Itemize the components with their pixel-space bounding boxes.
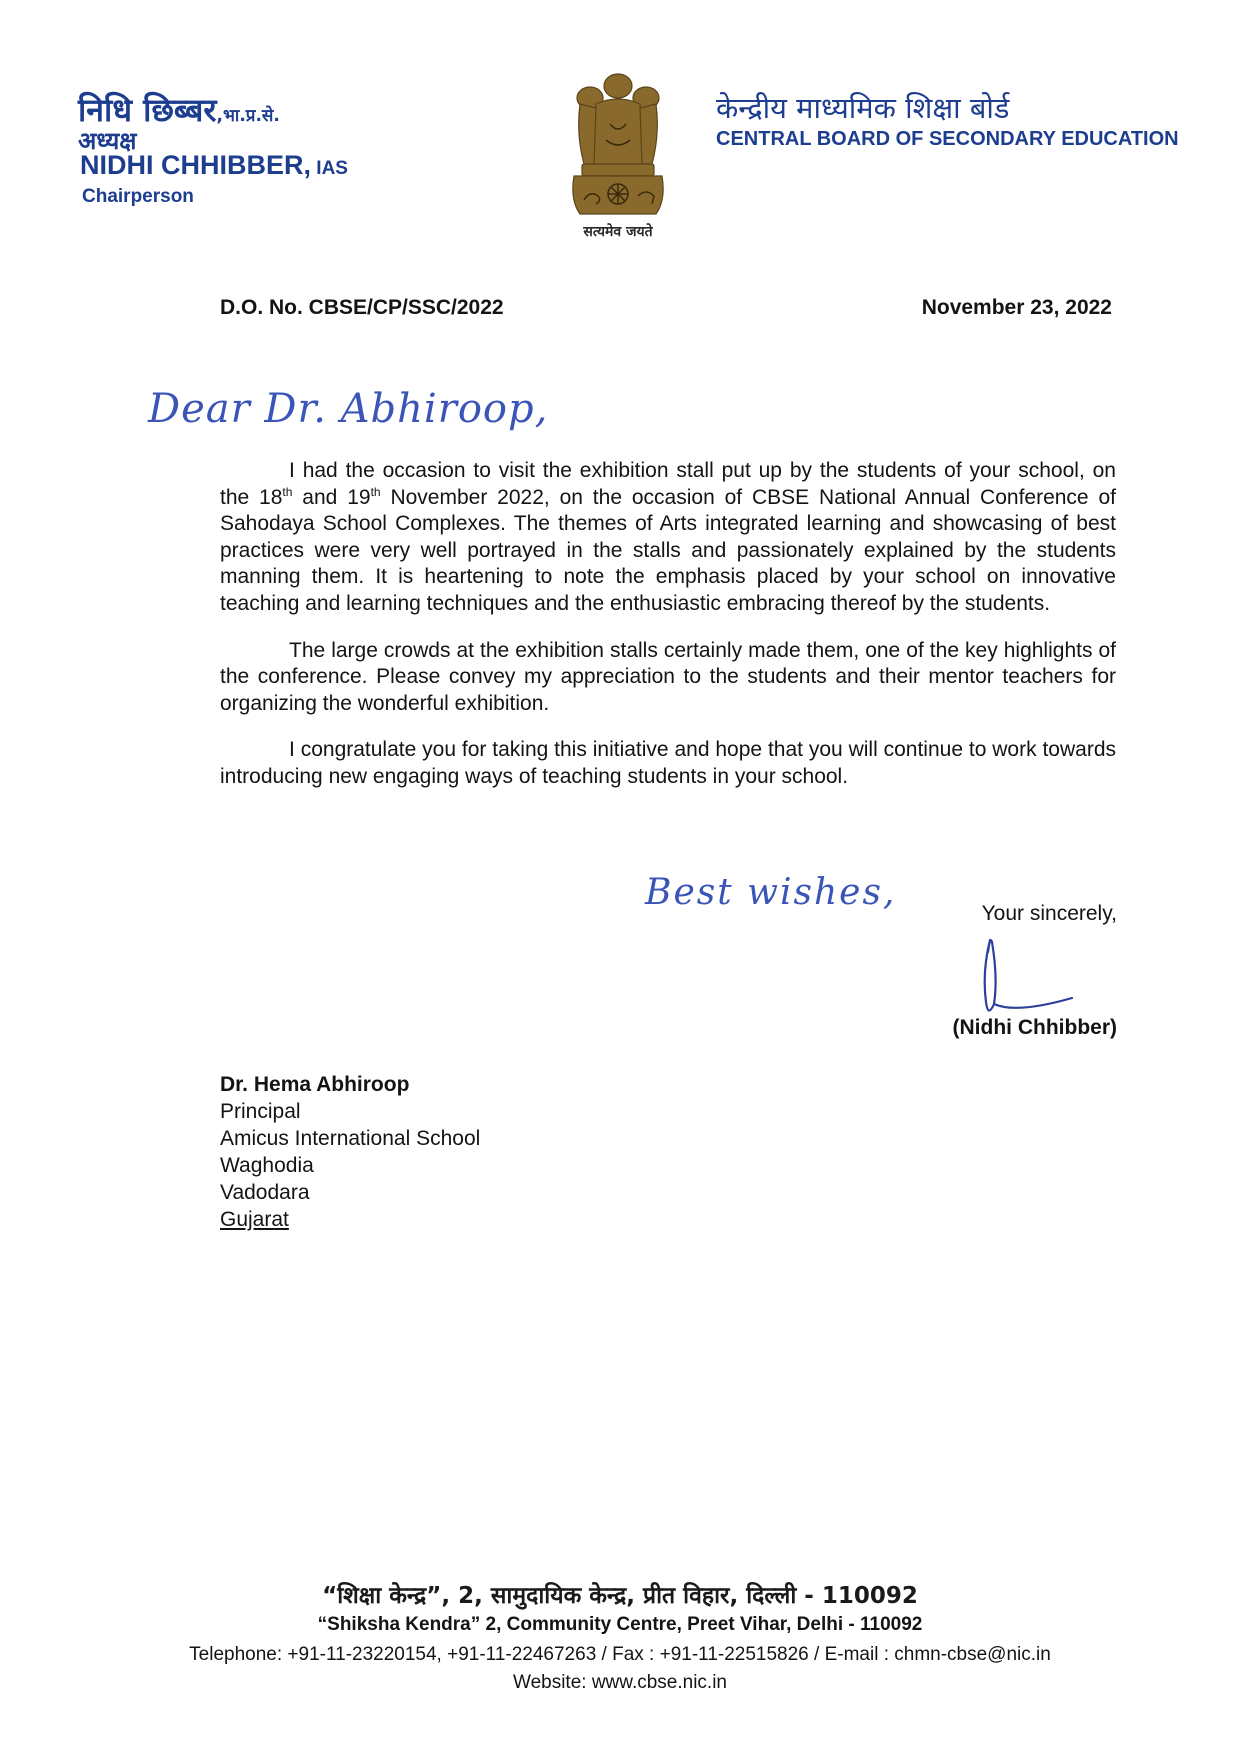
superscript-th-2: th xyxy=(370,484,381,499)
recipient-designation: Principal xyxy=(220,1100,301,1123)
recipient-name: Dr. Hema Abhiroop xyxy=(220,1073,410,1096)
reference-number: D.O. No. CBSE/CP/SSC/2022 xyxy=(220,296,504,319)
org-name-hindi: केन्द्रीय माध्यमिक शिक्षा बोर्ड xyxy=(716,91,1010,125)
superscript-th-1: th xyxy=(282,484,293,499)
chairperson-name-english-text: NIDHI CHHIBBER, xyxy=(80,150,312,180)
handwritten-wishes: Best wishes, xyxy=(645,872,897,913)
body-p1-part-a: I had the occasion to visit the exhibition stall put up by the students of your school, on the 18 xyxy=(220,459,1116,509)
footer-address-hindi: “शिक्षा केन्द्र”, 2, सामुदायिक केन्द्र, प्रीत विहार, दिल्ली - 110092 xyxy=(322,1583,918,1609)
recipient-address xyxy=(220,1071,480,1233)
body-paragraph-3: I congratulate you for taking this initiative and hope that you will continue to work towards introducing new engaging ways of teaching students in your school. xyxy=(220,738,1116,788)
chairperson-title-hindi: अध्यक्ष xyxy=(78,127,137,155)
chairperson-service-hindi: ,भा.प्र.से. xyxy=(216,106,280,126)
national-emblem-icon xyxy=(560,64,676,242)
recipient-locality: Waghodia xyxy=(220,1154,314,1177)
chairperson-service-english: IAS xyxy=(311,158,348,179)
recipient-city: Vadodara xyxy=(220,1181,310,1204)
chairperson-title-english: Chairperson xyxy=(82,186,194,207)
signatory-name: (Nidhi Chhibber) xyxy=(952,1016,1117,1039)
handwritten-salutation: Dear Dr. Abhiroop, xyxy=(148,386,549,432)
closing-text: Your sincerely, xyxy=(981,902,1117,925)
footer-address-english: “Shiksha Kendra” 2, Community Centre, Preet Vihar, Delhi - 110092 xyxy=(317,1614,923,1635)
body-p1-part-c: November 2022, on the occasion of CBSE National Annual Conference of Sahodaya School Complexes. The themes of Arts integrated learning and showcasing of best practices were very well portrayed in the stalls and passionately explained by the students manning them. It is heartening to note the emphasis placed by your school on innovative teaching and learning techniques and the enthusiastic embracing thereof by the students. xyxy=(220,485,1116,615)
body-paragraph-1 xyxy=(220,458,1116,618)
signature-mark xyxy=(976,932,1086,1022)
letter-date: November 23, 2022 xyxy=(921,296,1112,319)
letter-body xyxy=(220,458,1116,811)
recipient-state: Gujarat xyxy=(220,1208,289,1231)
body-p1-part-b: and 19 xyxy=(292,485,371,509)
footer-contact: Telephone: +91-11-23220154, +91-11-22467263 / Fax : +91-11-22515826 / E-mail : chmn-cbse@nic.in xyxy=(189,1644,1051,1665)
emblem-motto: सत्यमेव जयते xyxy=(583,224,653,240)
chairperson-name-hindi-text: निधि छिब्बर xyxy=(78,91,217,129)
recipient-school: Amicus International School xyxy=(220,1127,481,1150)
body-paragraph-2: The large crowds at the exhibition stalls certainly made them, one of the key highlights of the conference. Please convey my appreciation to the students and their mentor teachers for organizing the wonderful exhibition. xyxy=(220,638,1116,715)
org-name-english: CENTRAL BOARD OF SECONDARY EDUCATION xyxy=(716,128,1179,150)
chairperson-name-english xyxy=(80,150,348,181)
footer-website: Website: www.cbse.nic.in xyxy=(512,1672,727,1693)
